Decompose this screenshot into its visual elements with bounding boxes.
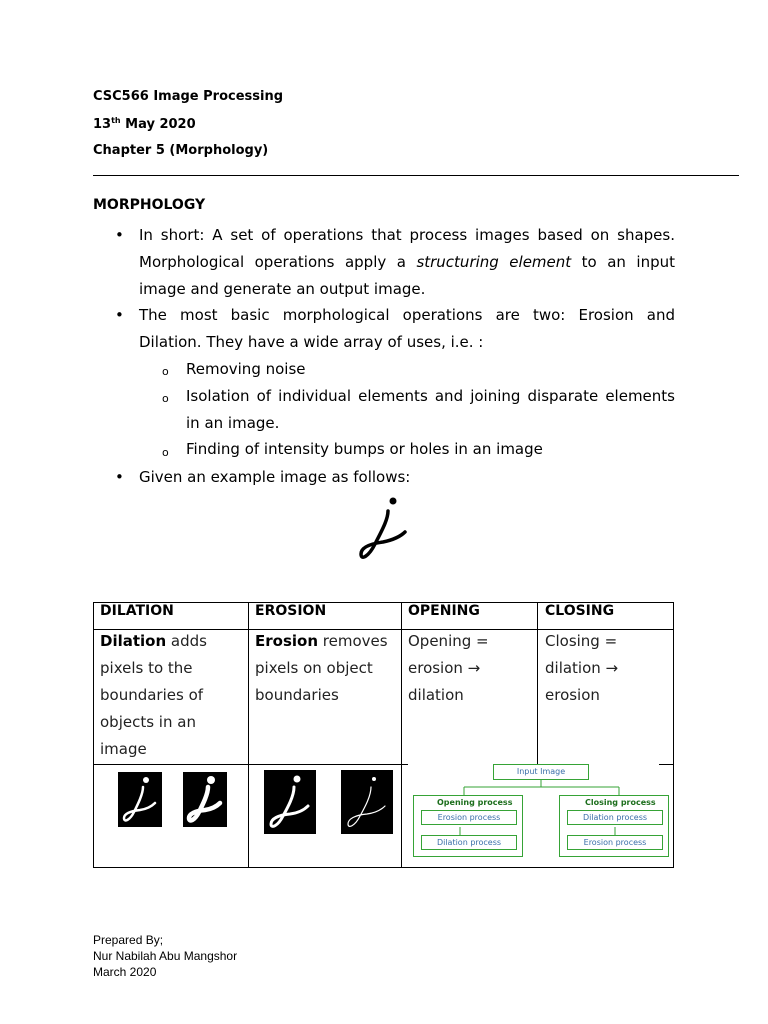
header-divider xyxy=(93,175,739,176)
bullet-2: The most basic morphological operations are two: Erosion and Dilation. They have a wide array of uses, i.e. : xyxy=(139,306,675,351)
bullet-3: Given an example image as follows: xyxy=(139,468,411,486)
morphology-table xyxy=(93,602,674,868)
erosion-input-thumb xyxy=(264,770,316,834)
bullet-dot-1: • xyxy=(115,226,124,244)
section-title: MORPHOLOGY xyxy=(93,197,206,213)
date-rest: May 2020 xyxy=(120,117,196,132)
erosion-desc: removes pixels on object boundaries xyxy=(255,632,388,704)
bullet-1 xyxy=(139,222,675,303)
footer-prepared-by: Prepared By; xyxy=(93,933,164,947)
sub-bullet-2: Isolation of individual elements and joining disparate elements in an image. xyxy=(186,387,675,432)
example-j-image xyxy=(355,494,415,566)
chapter-title: Chapter 5 (Morphology) xyxy=(93,143,269,158)
sub-bullet-1: Removing noise xyxy=(186,360,306,378)
erosion-term: Erosion xyxy=(255,632,319,650)
sub-dot-2: o xyxy=(162,392,169,405)
sub-dot-3: o xyxy=(162,446,169,459)
closing-erosion-step: Erosion process xyxy=(567,835,663,850)
cell-opening: Opening = erosion → dilation xyxy=(408,632,489,704)
date-day: 13 xyxy=(93,117,112,132)
bullet-1-text-a: In short: A set of operations that process images based on shapes. Morphological operations apply a xyxy=(139,226,675,271)
cell-closing: Closing = dilation → erosion xyxy=(545,632,619,704)
dilation-output-thumb xyxy=(183,772,227,827)
footer-author: Nur Nabilah Abu Mangshor xyxy=(93,949,238,963)
header-erosion: EROSION xyxy=(255,603,327,619)
closing-dilation-step: Dilation process xyxy=(567,810,663,825)
header-opening: OPENING xyxy=(408,603,480,619)
opening-process-title: Opening process xyxy=(437,798,513,807)
cell-dilation xyxy=(100,628,240,763)
footer-date: March 2020 xyxy=(93,965,157,979)
closing-process-title: Closing process xyxy=(585,798,656,807)
dilation-input-thumb xyxy=(118,772,162,827)
table-row-divider xyxy=(93,764,408,765)
table-col-divider-2 xyxy=(401,602,402,868)
dilation-desc: adds pixels to the boundaries of objects in an image xyxy=(100,632,207,758)
cell-erosion xyxy=(255,628,395,709)
header-dilation: DILATION xyxy=(100,603,174,619)
date-line xyxy=(93,116,196,132)
bullet-1-italic: structuring element xyxy=(416,253,572,271)
opening-erosion-step: Erosion process xyxy=(421,810,517,825)
date-suffix: th xyxy=(111,116,121,125)
dilation-term: Dilation xyxy=(100,632,167,650)
bullet-dot-3: • xyxy=(115,468,124,486)
table-col-divider-1 xyxy=(248,602,249,868)
table-border-bottom xyxy=(93,867,674,868)
sub-bullet-3: Finding of intensity bumps or holes in an image xyxy=(186,440,543,458)
course-title: CSC566 Image Processing xyxy=(93,89,284,104)
sub-dot-1: o xyxy=(162,365,169,378)
diagram-input-image: Input Image xyxy=(493,764,589,780)
opening-dilation-step: Dilation process xyxy=(421,835,517,850)
header-closing: CLOSING xyxy=(545,603,615,619)
bullet-1-text-b: to an input image and generate an output image. xyxy=(139,253,675,298)
bullet-dot-2: • xyxy=(115,306,124,324)
table-border-left xyxy=(93,602,94,868)
table-col-divider-3 xyxy=(537,602,538,764)
erosion-output-thumb xyxy=(341,770,393,834)
